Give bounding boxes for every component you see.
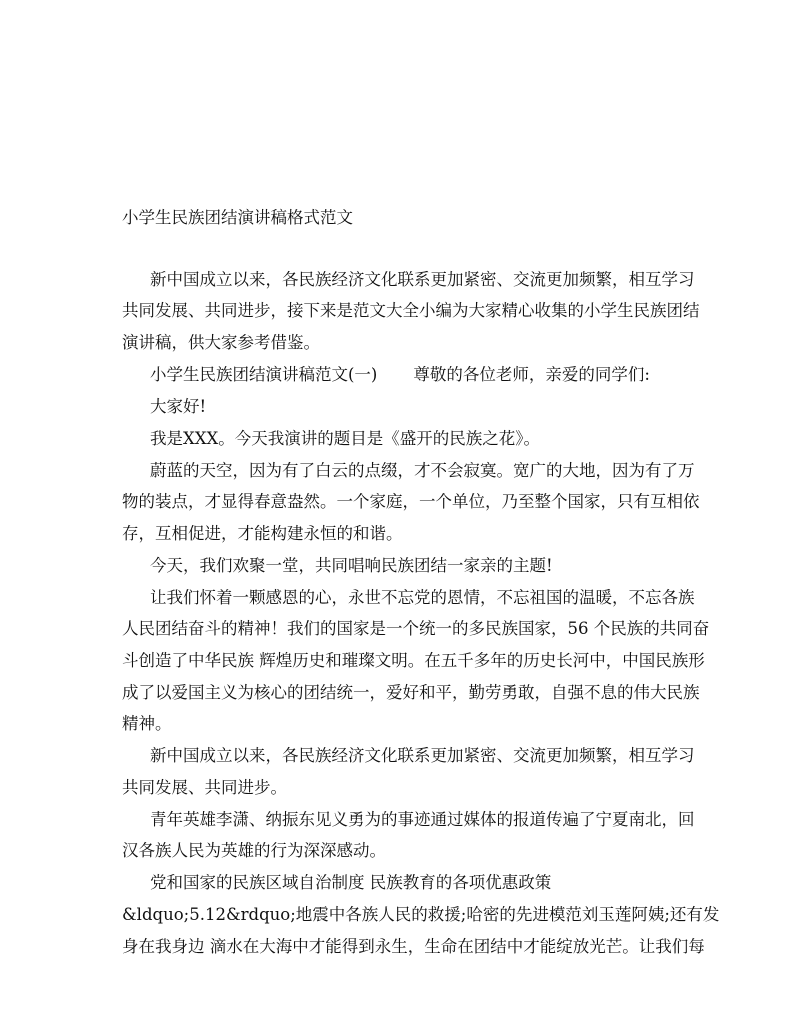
paragraph-line: 精神。 [122, 714, 172, 733]
paragraph-line: 我是XXX。今天我演讲的题目是《盛开的民族之花》。 [150, 429, 540, 448]
paragraph-line: 青年英雄李潇、纳振东见义勇为的事迹通过媒体的报道传遍了宁夏南北，回 [150, 810, 695, 829]
paragraph-line: 党和国家的民族区域自治制度 民族教育的各项优惠政策 [150, 873, 552, 892]
paragraph-line: 成了以爱国主义为核心的团结统一，爱好和平，勤劳勇敢，自强不息的伟大民族 [122, 683, 700, 702]
paragraph-line: 共同发展、共同进步。 [122, 778, 287, 797]
paragraph-line: 共同发展、共同进步，接下来是范文大全小编为大家精心收集的小学生民族团结 [122, 301, 700, 320]
paragraph-line: 汉各族人民为英雄的行为深深感动。 [122, 841, 386, 860]
paragraph-line: 物的装点，才显得春意盎然。一个家庭，一个单位，乃至整个国家，只有互相依 [122, 492, 700, 511]
paragraph-line: 新中国成立以来，各民族经济文化联系更加紧密、交流更加频繁，相互学习 [150, 270, 695, 289]
paragraph-line: &ldquo;5.12&rdquo;地震中各族人民的救援;哈密的先进模范刘玉莲阿姨;还有发 [122, 905, 720, 924]
paragraph-line: 新中国成立以来，各民族经济文化联系更加紧密、交流更加频繁，相互学习 [150, 746, 695, 765]
paragraph-line: 大家好! [150, 397, 207, 416]
paragraph-line: 蔚蓝的天空，因为有了白云的点缀，才不会寂寞。宽广的大地，因为有了万 [150, 461, 695, 480]
paragraph-line: 人民团结奋斗的精神！我们的国家是一个统一的多民族国家，56 个民族的共同奋 [122, 619, 710, 638]
paragraph-line: 演讲稿，供大家参考借鉴。 [122, 333, 320, 352]
paragraph-line: 存，互相促进，才能构建永恒的和谐。 [122, 524, 403, 543]
section-heading: 小学生民族团结演讲稿范文(一) [150, 365, 378, 384]
paragraph-line: 让我们怀着一颗感恩的心，永世不忘党的恩情，不忘祖国的温暖，不忘各族 [150, 588, 695, 607]
greeting-line: 尊敬的各位老师，亲爱的同学们: [413, 365, 650, 384]
document-title: 小学生民族团结演讲稿格式范文 [122, 208, 353, 227]
paragraph-line: 今天，我们欢聚一堂，共同唱响民族团结一家亲的主题! [150, 556, 553, 575]
paragraph-line: 斗创造了中华民族 辉煌历史和璀璨文明。在五千多年的历史长河中，中国民族形 [122, 651, 705, 670]
paragraph-line: 身在我身边 滴水在大海中才能得到永生，生命在团结中才能绽放光芒。让我们每 [122, 937, 705, 956]
paragraph-line [150, 363, 650, 387]
